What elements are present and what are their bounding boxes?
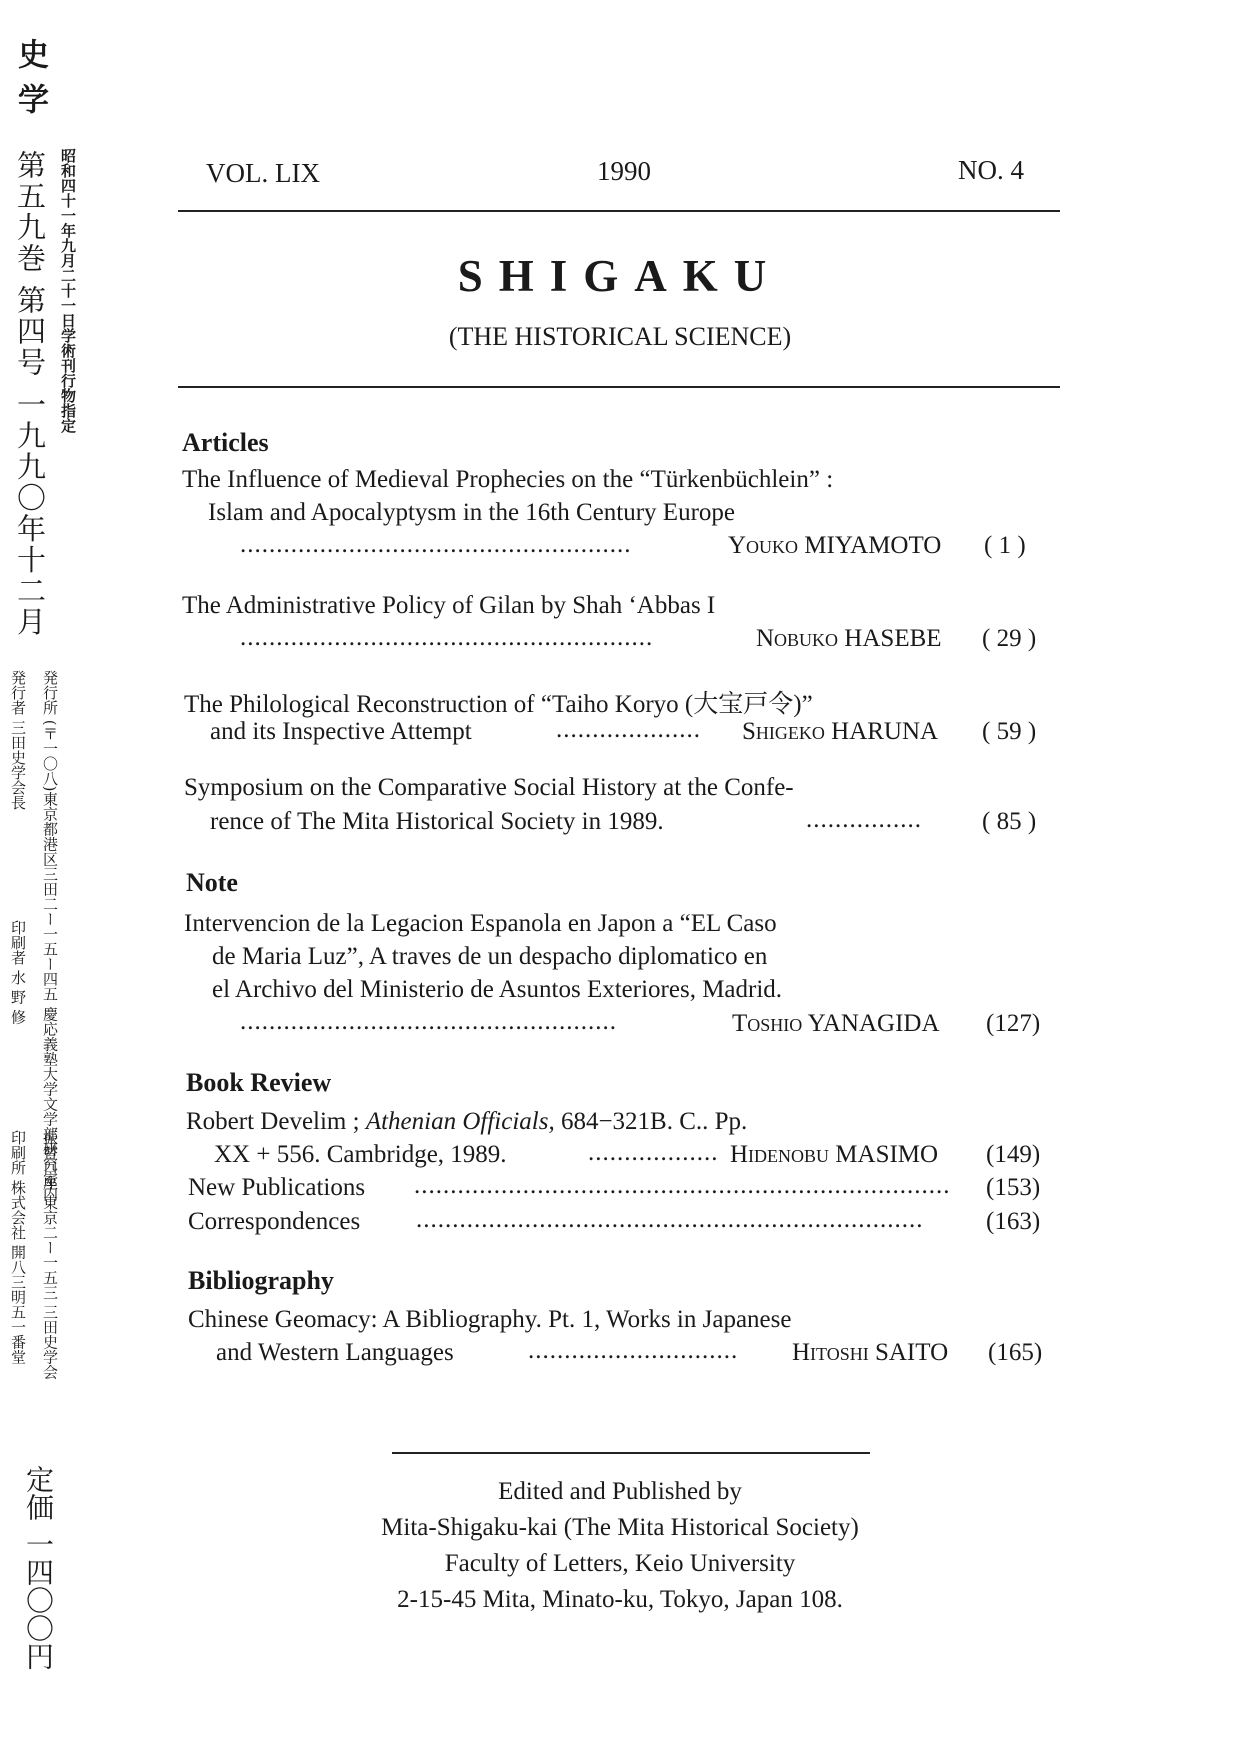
article-4-title-line-1: Symposium on the Comparative Social History at the Confe- <box>184 774 794 801</box>
article-1-leader-dots: ...................................................... <box>240 531 632 558</box>
article-1-title-line-2: Islam and Apocalyptysm in the 16th Century Europe <box>208 499 735 526</box>
article-3-author: Shigeko HARUNA <box>742 718 939 745</box>
book-review-line-2: XX + 556. Cambridge, 1989. <box>214 1141 507 1168</box>
section-heading-articles: Articles <box>182 428 269 457</box>
bibliography-leader-dots: ............................. <box>528 1337 739 1364</box>
footer-address-line: 2-15-45 Mita, Minato-ku, Tokyo, Japan 108. <box>397 1586 843 1613</box>
bibliography-title-line-1: Chinese Geomacy: A Bibliography. Pt. 1, Works in Japanese <box>188 1306 792 1333</box>
article-2-author: Nobuko HASEBE <box>756 625 942 652</box>
journal-subtitle: (THE HISTORICAL SCIENCE) <box>448 322 792 351</box>
article-3-page: ( 59 ) <box>982 718 1037 745</box>
note-leader-dots: .................................................... <box>240 1008 617 1035</box>
book-review-leader-dots: .................. <box>588 1139 719 1166</box>
bibliography-author: Hitoshi SAITO <box>792 1339 949 1366</box>
journal-title: SHIGAKU <box>457 251 783 301</box>
footer-edited-line: Edited and Published by <box>498 1478 742 1505</box>
spine-journal-title: 史学 <box>12 38 48 128</box>
book-review-book-title: Athenian Officials, <box>365 1108 555 1135</box>
spine-price: 定価 一四〇〇円 <box>22 1465 55 1670</box>
volume-label: VOL. LIX <box>206 158 320 188</box>
note-author: Toshio YANAGIDA <box>732 1010 940 1037</box>
article-2-title-line-1: The Administrative Policy of Gilan by Shah ‘Abbas I <box>182 592 716 619</box>
book-review-book-dates: 684−321B. C.. Pp. <box>560 1108 748 1135</box>
article-1-page: ( 1 ) <box>984 532 1026 559</box>
header-bottom-rule <box>178 386 1060 388</box>
spine-printing-office: 印刷所 株式会社 開八三明五一番堂 <box>9 1130 27 1365</box>
new-publications-label: New Publications <box>188 1174 366 1201</box>
article-1-title-line-1: The Influence of Medieval Prophecies on the “Türkenbüchlein” : <box>182 466 834 493</box>
year-label: 1990 <box>597 156 651 186</box>
note-title-line-2: de Maria Luz”, A traves de un despacho diplomatico en <box>212 943 768 970</box>
article-4-page: ( 85 ) <box>982 808 1037 835</box>
footer-rule <box>392 1452 870 1454</box>
note-page: (127) <box>986 1010 1041 1037</box>
article-4-leader-dots: ................ <box>806 806 922 833</box>
spine-designation: 昭和四十一年九月二十一日学術刊行物指定 <box>59 148 77 433</box>
article-1-author: Youko MIYAMOTO <box>728 532 942 559</box>
book-review-reviewed-author: Robert Develim ; <box>186 1108 360 1135</box>
spine-publisher-person: 発行者 三田史学会長 <box>9 670 27 810</box>
spine-printer-person: 印刷者 水 野 修 <box>9 920 27 1025</box>
article-4-title-line-2: rence of The Mita Historical Society in 1989. <box>210 808 664 835</box>
correspondences-page: (163) <box>986 1208 1041 1235</box>
article-3-leader-dots: .................... <box>556 716 701 743</box>
footer-faculty-line: Faculty of Letters, Keio University <box>444 1550 796 1577</box>
correspondences-leader-dots: ...................................................................... <box>416 1206 924 1233</box>
book-review-author: Hidenobu MASIMO <box>730 1141 939 1168</box>
top-rule <box>178 210 1060 212</box>
correspondences-label: Correspondences <box>188 1208 361 1235</box>
footer-society-line: Mita-Shigaku-kai (The Mita Historical Society) <box>381 1514 859 1541</box>
section-heading-bibliography: Bibliography <box>188 1266 334 1295</box>
section-heading-note: Note <box>186 868 238 897</box>
new-publications-leader-dots: .......................................................................... <box>414 1172 951 1199</box>
bibliography-title-line-2: and Western Languages <box>216 1339 454 1366</box>
article-2-page: ( 29 ) <box>982 625 1037 652</box>
spine-transfer-account: 振替口座 東京二ー一五三 三田史学会 <box>41 1130 59 1380</box>
bibliography-page: (165) <box>988 1339 1043 1366</box>
new-publications-page: (153) <box>986 1174 1041 1201</box>
book-review-page: (149) <box>986 1141 1041 1168</box>
number-label: NO. 4 <box>958 155 1024 185</box>
book-review-line-1 <box>186 1108 747 1136</box>
article-3-title-line-2: and its Inspective Attempt <box>210 718 472 745</box>
article-3-title-line-1: The Philological Reconstruction of “Taiho Koryo (大宝戸令)” <box>184 691 813 718</box>
article-2-leader-dots: ......................................................... <box>240 624 654 651</box>
note-title-line-1: Intervencion de la Legacion Espanola en Japon a “EL Caso <box>184 910 777 937</box>
note-title-line-3: el Archivo del Ministerio de Asuntos Exteriores, Madrid. <box>212 976 783 1003</box>
section-heading-book-review: Book Review <box>186 1068 332 1097</box>
spine-publisher-office: 発行所 (〒一〇八)東京都港区三田二ー一五ー四五 慶応義塾大学文学部研究室内 <box>41 670 59 1202</box>
spine-issue: 第五九巻 第四号 一九九〇年十二月 <box>13 150 47 638</box>
